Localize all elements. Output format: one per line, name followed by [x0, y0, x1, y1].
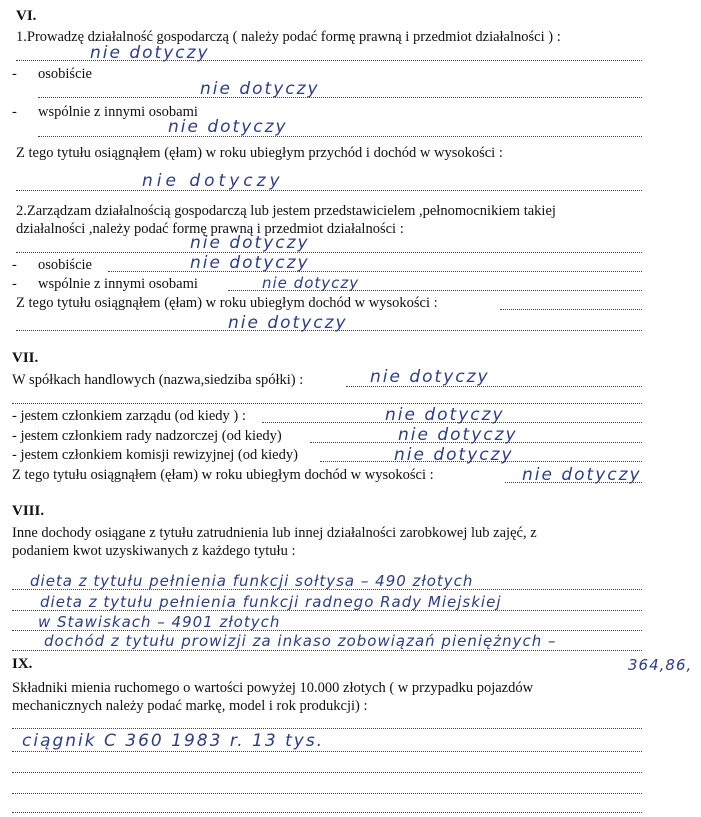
- vi-personal-label: osobiście: [38, 66, 92, 82]
- vi-personal-line: [38, 97, 642, 98]
- vii-income-answer: nie dotyczy: [522, 465, 642, 485]
- ix-answer: ciągnik C 360 1983 r. 13 tys.: [22, 731, 325, 751]
- vii-board-label: - jestem członkiem zarządu (od kiedy ) :: [12, 408, 246, 424]
- vi-q2-personal-answer: nie dotyczy: [190, 253, 310, 273]
- ix-line-5: [12, 812, 642, 813]
- vi-jointly-label: wspólnie z innymi osobami: [38, 104, 198, 120]
- viii-label-line1: Inne dochody osiągane z tytułu zatrudnienia lub innej działalności zarobkowej lub zajęć, z: [12, 525, 537, 541]
- dash: -: [12, 257, 17, 273]
- ix-label-line1: Składniki mienia ruchomego o wartości powyżej 10.000 złotych ( w przypadku pojazdów: [12, 680, 534, 696]
- viii-answer-amount: 364,86,: [628, 656, 693, 674]
- vi-q2-income-line-a: [500, 309, 642, 310]
- vi-q2-label-line1: 2.Zarządzam działalnością gospodarczą lub jestem przedstawicielem ,pełnomocnikiem takiej: [16, 203, 556, 219]
- ix-label-line2: mechanicznych należy podać markę, model i rok produkcji) :: [12, 698, 368, 714]
- viii-answer-line4: dochód z tytułu prowizji za inkaso zobowiązań pieniężnych –: [44, 632, 557, 650]
- vi-q2-label-line2: działalności ,należy podać formę prawną i przedmiot działalności :: [16, 221, 404, 237]
- section-vi-heading: VI.: [16, 8, 37, 24]
- ix-line-2: [12, 751, 642, 752]
- vi-q2-jointly-answer: nie dotyczy: [262, 274, 360, 292]
- vi-q2-income-label: Z tego tytułu osiągnąłem (ęłam) w roku ubiegłym dochód w wysokości :: [16, 295, 438, 311]
- vii-companies-label: W spółkach handlowych (nazwa,siedziba spółki) :: [12, 372, 304, 388]
- vi-income-label: Z tego tytułu osiągnąłem (ęłam) w roku ubiegłym przychód i dochód w wysokości :: [16, 145, 503, 161]
- vii-audit-answer: nie dotyczy: [394, 445, 514, 465]
- vii-audit-label: - jestem członkiem komisji rewizyjnej (od kiedy): [12, 447, 298, 463]
- viii-answer-line1: dieta z tytułu pełnienia funkcji sołtysa – 490 złotych: [30, 572, 474, 590]
- vi-jointly-line: [38, 136, 642, 137]
- viii-label-line2: podaniem kwot uzyskiwanych z każdego tytułu :: [12, 543, 296, 559]
- ix-line-3: [12, 772, 642, 773]
- dash: -: [12, 104, 17, 120]
- vi-q2-line: [16, 252, 642, 253]
- viii-answer-line2: dieta z tytułu pełnienia funkcji radnego Rady Miejskiej: [40, 593, 502, 611]
- vii-supervisory-label: - jestem członkiem rady nadzorczej (od kiedy): [12, 428, 282, 444]
- viii-line-4: [12, 650, 642, 651]
- vi-q2-jointly-label: wspólnie z innymi osobami: [38, 276, 198, 292]
- vi-jointly-answer: nie dotyczy: [168, 117, 288, 137]
- vii-supervisory-answer: nie dotyczy: [398, 425, 518, 445]
- vii-companies-answer: nie dotyczy: [370, 367, 490, 387]
- vi-personal-answer: nie dotyczy: [200, 79, 320, 99]
- section-ix-heading: IX.: [12, 656, 33, 672]
- vii-income-label: Z tego tytułu osiągnąłem (ęłam) w roku ubiegłym dochód w wysokości :: [12, 467, 434, 483]
- section-vii-heading: VII.: [12, 350, 39, 366]
- vi-q2-answer: nie dotyczy: [190, 233, 310, 253]
- ix-line-4: [12, 793, 642, 794]
- dash: -: [12, 66, 17, 82]
- viii-answer-line3: w Stawiskach – 4901 złotych: [38, 613, 281, 631]
- vii-board-answer: nie dotyczy: [385, 405, 505, 425]
- vi-q2-personal-label: osobiście: [38, 257, 92, 273]
- vi-q1-answer: nie dotyczy: [90, 43, 210, 63]
- section-viii-heading: VIII.: [12, 503, 45, 519]
- vi-q1-label: 1.Prowadzę działalność gospodarczą ( należy podać formę prawną i przedmiot działalności ) :: [16, 29, 561, 45]
- vi-q2-income-answer: nie dotyczy: [228, 313, 348, 333]
- vi-income-line: [16, 190, 642, 191]
- ix-line-1: [12, 728, 642, 729]
- vi-q2-personal-line: [108, 271, 642, 272]
- dash: -: [12, 276, 17, 292]
- vi-income-answer: nie dotyczy: [142, 171, 284, 191]
- vii-companies-line-b: [12, 403, 642, 404]
